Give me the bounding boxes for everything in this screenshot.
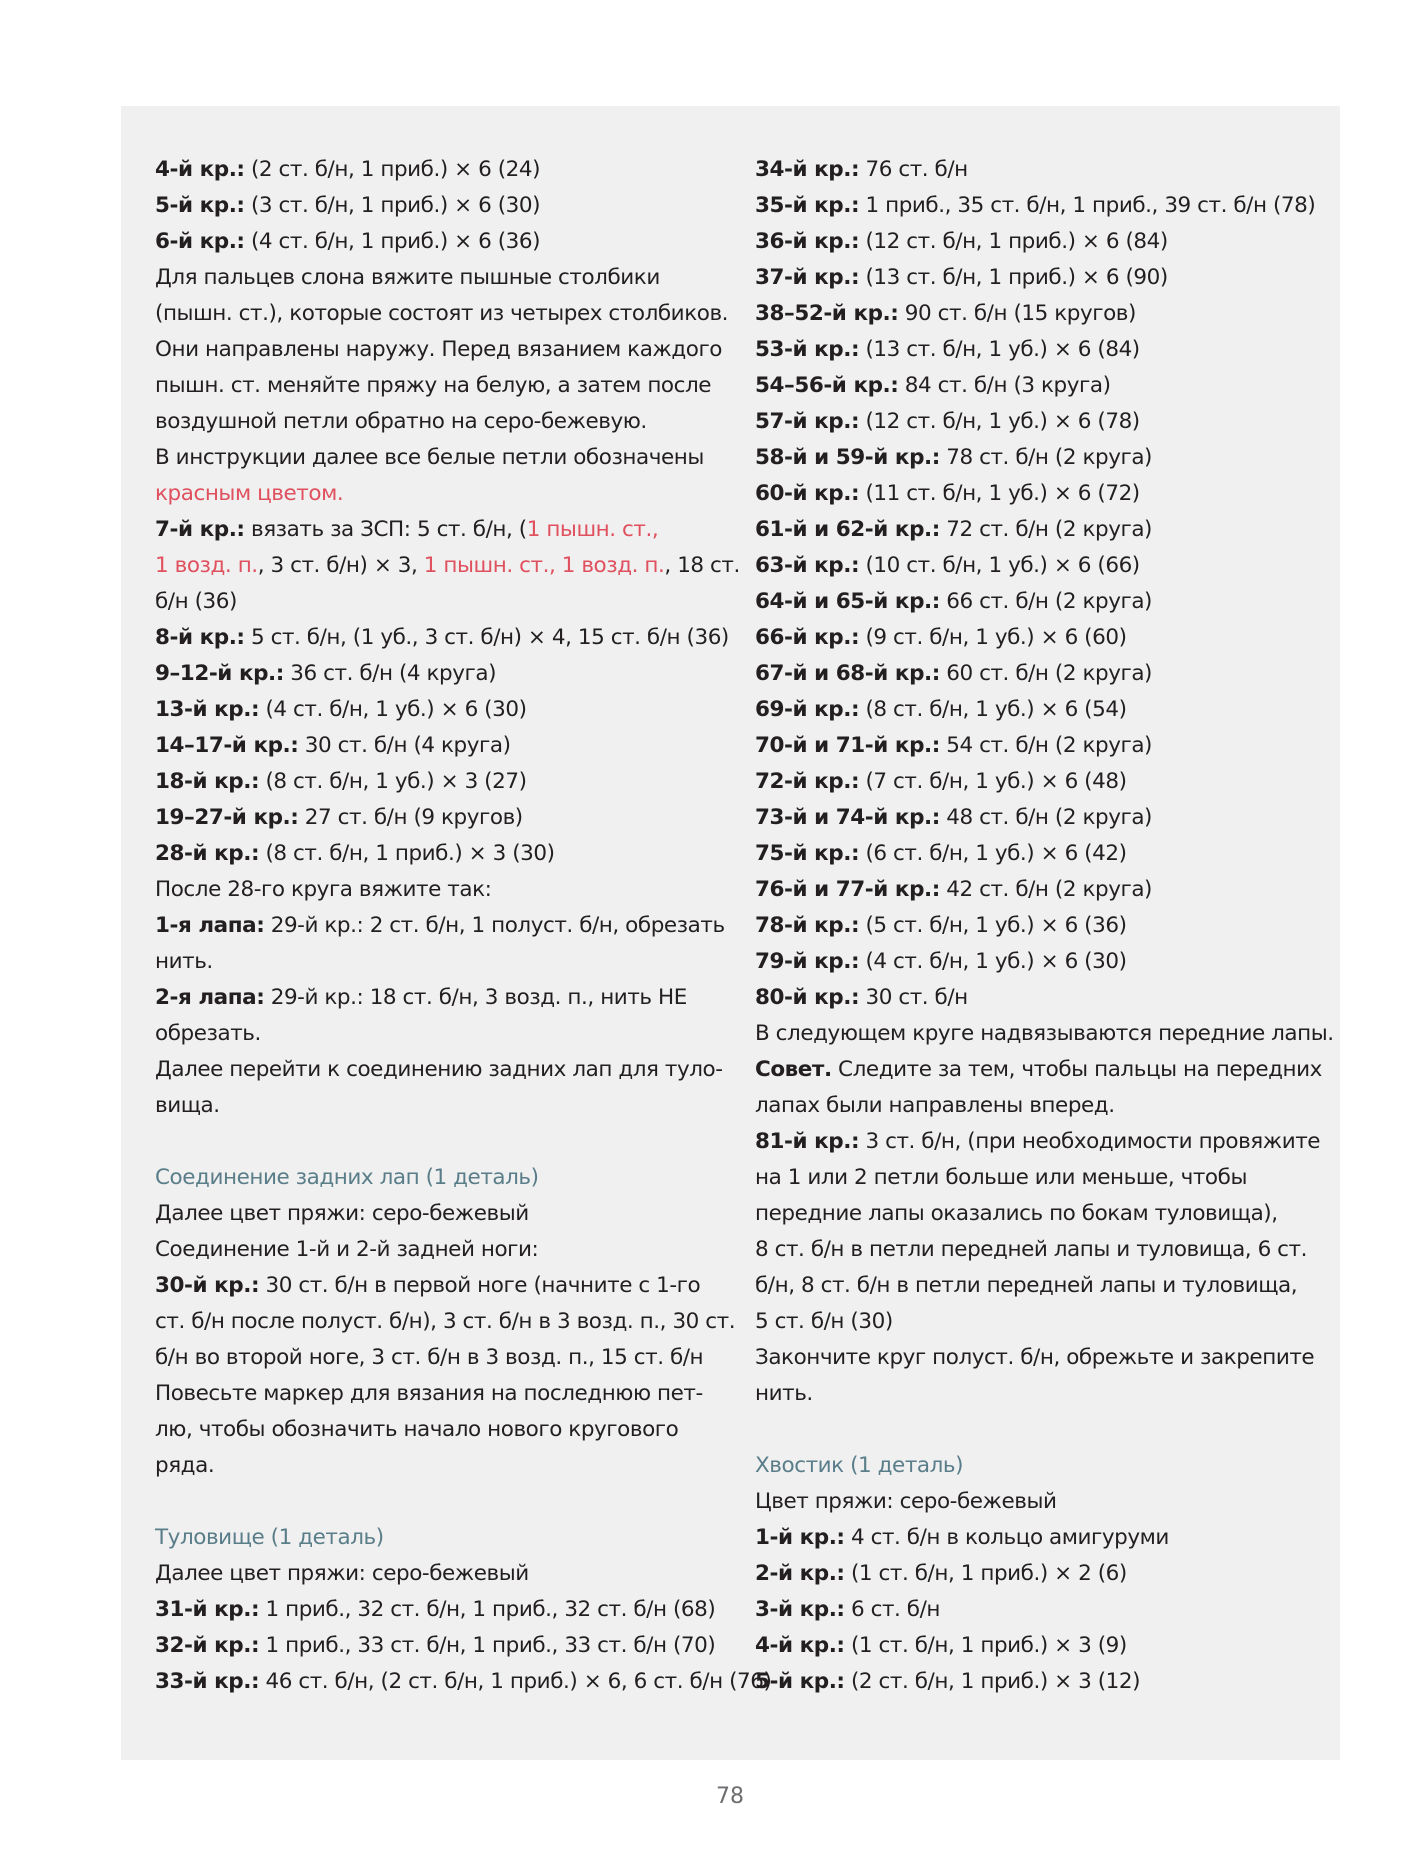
text-line xyxy=(155,764,715,800)
text-line xyxy=(155,440,715,476)
text: (8 ст. б/н, 1 уб.) × 6 (54) xyxy=(859,697,1127,722)
text-line xyxy=(155,1196,715,1232)
red-text: 1 возд. п. xyxy=(155,553,258,578)
text: 54 ст. б/н (2 круга) xyxy=(939,733,1152,758)
text: (11 ст. б/н, 1 уб.) × 6 (72) xyxy=(859,481,1140,506)
bold-label: 28-й кр.: xyxy=(155,841,260,866)
text-line xyxy=(755,440,1330,476)
text-line xyxy=(755,152,1330,188)
text-line xyxy=(155,1232,715,1268)
bold-label: 66-й кр.: xyxy=(755,625,860,650)
text-line xyxy=(155,188,715,224)
text: лапах были направлены вперед. xyxy=(755,1093,1115,1118)
text: 72 ст. б/н (2 круга) xyxy=(939,517,1152,542)
text: Закончите круг полуст. б/н, обрежьте и закрепите xyxy=(755,1345,1315,1370)
text: 76 ст. б/н xyxy=(859,157,968,182)
page-number: 78 xyxy=(716,1784,744,1809)
text: 6 ст. б/н xyxy=(844,1597,941,1622)
text: (4 ст. б/н, 1 приб.) × 6 (36) xyxy=(244,229,541,254)
bold-label: 1-й кр.: xyxy=(755,1525,845,1550)
bold-label: 5-й кр.: xyxy=(755,1669,845,1694)
bold-label: 3-й кр.: xyxy=(755,1597,845,1622)
text-line xyxy=(755,1052,1330,1088)
bold-label: 6-й кр.: xyxy=(155,229,245,254)
text-line xyxy=(755,764,1330,800)
text: ряда. xyxy=(155,1453,215,1478)
text-line xyxy=(755,1196,1330,1232)
bold-label: 69-й кр.: xyxy=(755,697,860,722)
text-line xyxy=(755,836,1330,872)
bold-label: 80-й кр.: xyxy=(755,985,860,1010)
text-line xyxy=(755,944,1330,980)
bold-label: 13-й кр.: xyxy=(155,697,260,722)
text-line xyxy=(755,296,1330,332)
bold-label: 34-й кр.: xyxy=(755,157,860,182)
text-line xyxy=(755,1556,1330,1592)
text: (пышн. ст.), которые состоят из четырех столбиков. xyxy=(155,301,729,326)
text: б/н, 8 ст. б/н в петли передней лапы и туловища, xyxy=(755,1273,1298,1298)
text: Следите за тем, чтобы пальцы на передних xyxy=(831,1057,1322,1082)
bold-label: 37-й кр.: xyxy=(755,265,860,290)
text: нить. xyxy=(755,1381,813,1406)
text-line xyxy=(755,332,1330,368)
text-line xyxy=(755,1124,1330,1160)
red-text: 1 пышн. ст., 1 возд. п. xyxy=(423,553,665,578)
text-line xyxy=(155,1376,715,1412)
text-line xyxy=(755,1520,1330,1556)
bold-label: 30-й кр.: xyxy=(155,1273,260,1298)
text-line xyxy=(755,1592,1330,1628)
text: Далее перейти к соединению задних лап для туло- xyxy=(155,1057,723,1082)
spacer xyxy=(155,1124,715,1160)
text: 42 ст. б/н (2 круга) xyxy=(939,877,1152,902)
text-line xyxy=(155,1592,715,1628)
text: (3 ст. б/н, 1 приб.) × 6 (30) xyxy=(244,193,541,218)
red-text: 1 пышн. ст., xyxy=(526,517,659,542)
text-line xyxy=(755,512,1330,548)
text-line xyxy=(155,152,715,188)
text-line xyxy=(155,584,715,620)
left-column xyxy=(155,152,772,1700)
bold-label: 14–17-й кр.: xyxy=(155,733,299,758)
text-line xyxy=(755,1304,1330,1340)
text-line xyxy=(755,620,1330,656)
text-line xyxy=(155,1448,715,1484)
text: нить. xyxy=(155,949,213,974)
text: 1 приб., 35 ст. б/н, 1 приб., 39 ст. б/н (78) xyxy=(859,193,1316,218)
text: 30 ст. б/н xyxy=(859,985,968,1010)
text: обрезать. xyxy=(155,1021,261,1046)
text: 84 ст. б/н (3 круга) xyxy=(898,373,1111,398)
text-line xyxy=(755,548,1330,584)
text-line xyxy=(755,260,1330,296)
text: 5 ст. б/н, (1 уб., 3 ст. б/н) × 4, 15 ст. б/н (36) xyxy=(244,625,729,650)
text-line xyxy=(155,908,725,944)
text: 29-й кр.: 2 ст. б/н, 1 полуст. б/н, обрезать xyxy=(264,913,725,938)
bold-label: 4-й кр.: xyxy=(155,157,245,182)
bold-label: 8-й кр.: xyxy=(155,625,245,650)
text: (13 ст. б/н, 1 уб.) × 6 (84) xyxy=(859,337,1140,362)
text-line xyxy=(155,836,715,872)
bold-label: 2-я лапа: xyxy=(155,985,265,1010)
text: , 18 ст. xyxy=(664,553,740,578)
text: (10 ст. б/н, 1 уб.) × 6 (66) xyxy=(859,553,1140,578)
text-line xyxy=(755,656,1330,692)
text: (1 ст. б/н, 1 приб.) × 2 (6) xyxy=(844,1561,1127,1586)
bold-label: 73-й и 74-й кр.: xyxy=(755,805,940,830)
text: 90 ст. б/н (15 кругов) xyxy=(898,301,1136,326)
text: В инструкции далее все белые петли обозначены xyxy=(155,445,704,470)
text-line xyxy=(155,620,729,656)
text: (1 ст. б/н, 1 приб.) × 3 (9) xyxy=(844,1633,1127,1658)
text-line xyxy=(755,1376,1330,1412)
text: 1 приб., 32 ст. б/н, 1 приб., 32 ст. б/н (68) xyxy=(259,1597,716,1622)
text: 29-й кр.: 18 ст. б/н, 3 возд. п., нить НЕ xyxy=(264,985,687,1010)
text-line xyxy=(755,980,1330,1016)
spacer xyxy=(755,1412,1330,1448)
text: 66 ст. б/н (2 круга) xyxy=(939,589,1152,614)
text-line xyxy=(755,1232,1330,1268)
text: 30 ст. б/н (4 круга) xyxy=(298,733,511,758)
text-line xyxy=(755,1484,1330,1520)
text: 60 ст. б/н (2 круга) xyxy=(939,661,1152,686)
section-heading: Хвостик (1 деталь) xyxy=(755,1453,964,1478)
text-line xyxy=(755,584,1330,620)
text: лю, чтобы обозначить начало нового кругового xyxy=(155,1417,679,1442)
text: (2 ст. б/н, 1 приб.) × 6 (24) xyxy=(244,157,541,182)
text-line xyxy=(155,800,715,836)
content-panel xyxy=(121,106,1340,1760)
text-line xyxy=(155,404,715,440)
text-line xyxy=(155,1268,715,1304)
text: 27 ст. б/н (9 кругов) xyxy=(298,805,523,830)
section-heading: Туловище (1 деталь) xyxy=(155,1525,384,1550)
text-line xyxy=(755,872,1330,908)
text-line xyxy=(155,1340,715,1376)
text-line xyxy=(155,1088,715,1124)
text: , 3 ст. б/н) × 3, xyxy=(257,553,424,578)
text-line xyxy=(755,476,1330,512)
text-line xyxy=(755,1088,1330,1124)
bold-label: 53-й кр.: xyxy=(755,337,860,362)
text-line xyxy=(755,728,1330,764)
text: (4 ст. б/н, 1 уб.) × 6 (30) xyxy=(859,949,1127,974)
text-line xyxy=(155,980,715,1016)
bold-label: 76-й и 77-й кр.: xyxy=(755,877,940,902)
text-line xyxy=(155,1016,715,1052)
text: После 28-го круга вяжите так: xyxy=(155,877,492,902)
text: (12 ст. б/н, 1 уб.) × 6 (78) xyxy=(859,409,1140,434)
text: (7 ст. б/н, 1 уб.) × 6 (48) xyxy=(859,769,1127,794)
text: 46 ст. б/н, (2 ст. б/н, 1 приб.) × 6, 6 ст. б/н (76) xyxy=(259,1669,772,1694)
bold-label: 38–52-й кр.: xyxy=(755,301,899,326)
text: вища. xyxy=(155,1093,220,1118)
text-line xyxy=(155,1052,723,1088)
text-line xyxy=(755,1160,1330,1196)
text-line xyxy=(155,872,715,908)
text: (8 ст. б/н, 1 приб.) × 3 (30) xyxy=(259,841,555,866)
text-line xyxy=(155,296,729,332)
bold-label: 36-й кр.: xyxy=(755,229,860,254)
text: б/н (36) xyxy=(155,589,237,614)
text-line xyxy=(155,656,715,692)
bold-label: 79-й кр.: xyxy=(755,949,860,974)
bold-label: 32-й кр.: xyxy=(155,1633,260,1658)
bold-label: 70-й и 71-й кр.: xyxy=(755,733,940,758)
bold-label: 31-й кр.: xyxy=(155,1597,260,1622)
text-line xyxy=(155,1664,772,1700)
bold-label: 18-й кр.: xyxy=(155,769,260,794)
text: (6 ст. б/н, 1 уб.) × 6 (42) xyxy=(859,841,1127,866)
text: (8 ст. б/н, 1 уб.) × 3 (27) xyxy=(259,769,527,794)
text: 4 ст. б/н в кольцо амигуруми xyxy=(844,1525,1169,1550)
bold-label: 63-й кр.: xyxy=(755,553,860,578)
text: 1 приб., 33 ст. б/н, 1 приб., 33 ст. б/н (70) xyxy=(259,1633,716,1658)
text-line xyxy=(755,692,1330,728)
bold-label: 35-й кр.: xyxy=(755,193,860,218)
bold-label: 2-й кр.: xyxy=(755,1561,845,1586)
text-line xyxy=(155,224,715,260)
text: (13 ст. б/н, 1 приб.) × 6 (90) xyxy=(859,265,1168,290)
text-line xyxy=(755,1628,1330,1664)
bold-label: 61-й и 62-й кр.: xyxy=(755,517,940,542)
text-line xyxy=(755,1268,1330,1304)
bold-label: 33-й кр.: xyxy=(155,1669,260,1694)
section-heading: Соединение задних лап (1 деталь) xyxy=(155,1165,539,1190)
bold-label: 19–27-й кр.: xyxy=(155,805,299,830)
text-line xyxy=(755,188,1330,224)
bold-label: 5-й кр.: xyxy=(155,193,245,218)
text-line xyxy=(155,1412,715,1448)
text: Соединение 1-й и 2-й задней ноги: xyxy=(155,1237,539,1262)
text: передние лапы оказались по бокам туловища), xyxy=(755,1201,1278,1226)
text: Они направлены наружу. Перед вязанием каждого xyxy=(155,337,723,362)
text: В следующем круге надвязываются передние лапы. xyxy=(755,1021,1334,1046)
text-line xyxy=(155,548,740,584)
text: Далее цвет пряжи: серо-бежевый xyxy=(155,1201,529,1226)
text-line xyxy=(155,476,715,512)
text-line xyxy=(155,1628,715,1664)
bold-label: 78-й кр.: xyxy=(755,913,860,938)
spacer xyxy=(155,1484,715,1520)
bold-label: 72-й кр.: xyxy=(755,769,860,794)
text: 48 ст. б/н (2 круга) xyxy=(939,805,1152,830)
bold-label: 58-й и 59-й кр.: xyxy=(755,445,940,470)
text-line xyxy=(155,260,715,296)
bold-label: 75-й кр.: xyxy=(755,841,860,866)
text: 36 ст. б/н (4 круга) xyxy=(283,661,497,686)
text-line xyxy=(755,224,1330,260)
text: (2 ст. б/н, 1 приб.) × 3 (12) xyxy=(844,1669,1141,1694)
bold-label: 57-й кр.: xyxy=(755,409,860,434)
bold-label: Совет. xyxy=(755,1057,832,1082)
bold-label: 64-й и 65-й кр.: xyxy=(755,589,940,614)
text: 78 ст. б/н (2 круга) xyxy=(939,445,1152,470)
text-line xyxy=(155,1556,715,1592)
text: пышн. ст. меняйте пряжу на белую, а затем после xyxy=(155,373,712,398)
text-line xyxy=(755,1016,1334,1052)
text: (9 ст. б/н, 1 уб.) × 6 (60) xyxy=(859,625,1127,650)
text-line xyxy=(755,800,1330,836)
right-column xyxy=(755,152,1334,1700)
text: 5 ст. б/н (30) xyxy=(755,1309,893,1334)
text: 30 ст. б/н в первой ноге (начните с 1-го xyxy=(259,1273,701,1298)
text: Цвет пряжи: серо-бежевый xyxy=(755,1489,1057,1514)
bold-label: 54–56-й кр.: xyxy=(755,373,899,398)
text: вязать за ЗСП: 5 ст. б/н, ( xyxy=(244,517,527,542)
text-line xyxy=(155,728,715,764)
text: на 1 или 2 петли больше или меньше, чтобы xyxy=(755,1165,1247,1190)
bold-label: 67-й и 68-й кр.: xyxy=(755,661,940,686)
text: б/н во второй ноге, 3 ст. б/н в 3 возд. п., 15 ст. б/н xyxy=(155,1345,704,1370)
text-line xyxy=(755,368,1330,404)
text: Далее цвет пряжи: серо-бежевый xyxy=(155,1561,529,1586)
text-line xyxy=(155,368,715,404)
text-line xyxy=(755,908,1330,944)
bold-label: 7-й кр.: xyxy=(155,517,245,542)
text: Для пальцев слона вяжите пышные столбики xyxy=(155,265,660,290)
text-line xyxy=(155,692,715,728)
bold-label: 4-й кр.: xyxy=(755,1633,845,1658)
bold-label: 60-й кр.: xyxy=(755,481,860,506)
bold-label: 9–12-й кр.: xyxy=(155,661,284,686)
text-line xyxy=(755,1664,1330,1700)
bold-label: 81-й кр.: xyxy=(755,1129,860,1154)
bold-label: 1-я лапа: xyxy=(155,913,265,938)
text: 3 ст. б/н, (при необходимости провяжите xyxy=(859,1129,1321,1154)
text: (5 ст. б/н, 1 уб.) × 6 (36) xyxy=(859,913,1127,938)
text-line xyxy=(155,332,723,368)
text: Повесьте маркер для вязания на последнюю пет- xyxy=(155,1381,703,1406)
text-line xyxy=(755,1340,1330,1376)
text-line xyxy=(155,944,715,980)
text: воздушной петли обратно на серо-бежевую. xyxy=(155,409,647,434)
text: 8 ст. б/н в петли передней лапы и туловища, 6 ст. xyxy=(755,1237,1308,1262)
text: (12 ст. б/н, 1 приб.) × 6 (84) xyxy=(859,229,1168,254)
text: ст. б/н после полуст. б/н), 3 ст. б/н в 3 возд. п., 30 ст. xyxy=(155,1309,736,1334)
red-text: красным цветом. xyxy=(155,481,344,506)
text-line xyxy=(755,404,1330,440)
text: (4 ст. б/н, 1 уб.) × 6 (30) xyxy=(259,697,527,722)
text-line xyxy=(155,1304,736,1340)
text-line xyxy=(155,512,715,548)
